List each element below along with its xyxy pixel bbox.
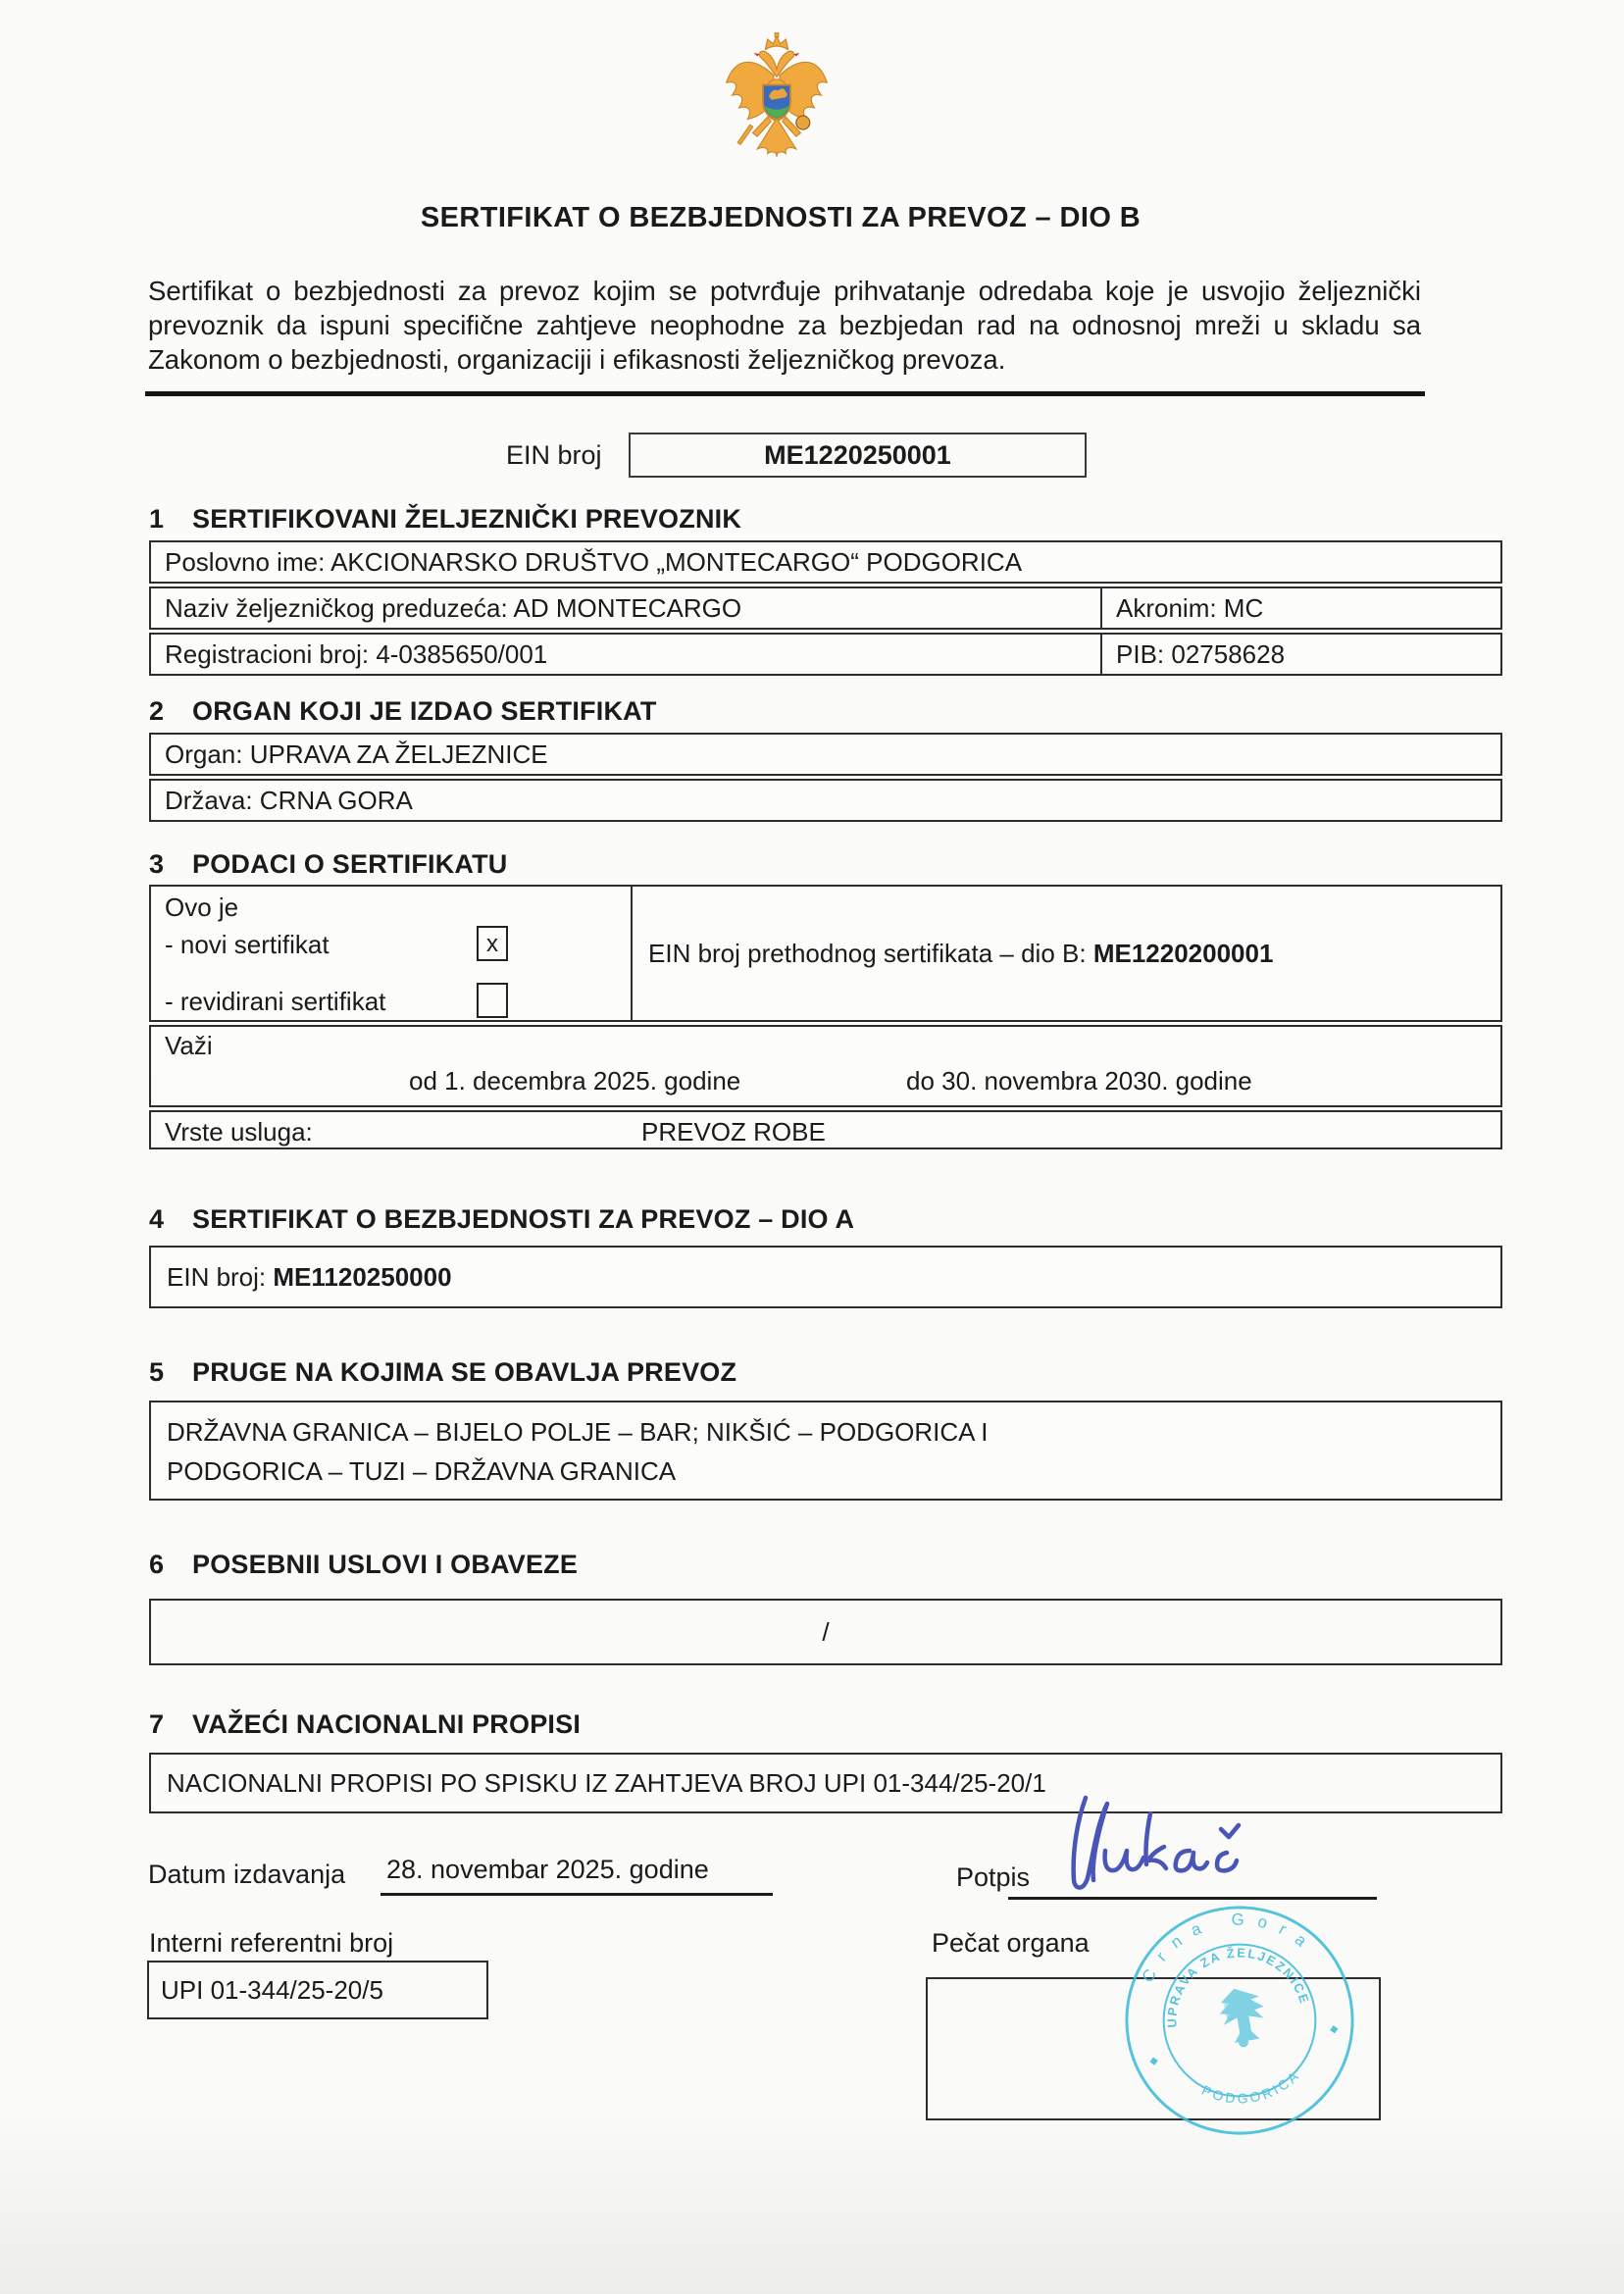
special-conditions-box: / [149, 1599, 1502, 1665]
section1-heading [149, 504, 741, 535]
section2-table [149, 733, 1502, 822]
section7-heading [149, 1709, 581, 1740]
page-title: SERTIFIKAT O BEZBJEDNOSTI ZA PREVOZ – DIO B [420, 202, 1142, 233]
country-cell: Država: CRNA GORA [149, 779, 1502, 822]
company-name-cell: Naziv željezničkog preduzeća: AD MONTECARGO [165, 593, 742, 623]
seal-label: Pečat organa [932, 1928, 1090, 1958]
acronym-cell: Akronim: MC [1100, 588, 1500, 628]
authority-stamp [1118, 1899, 1361, 2142]
section7-number: 7 [149, 1709, 165, 1739]
section6-number: 6 [149, 1550, 165, 1579]
section5-number: 5 [149, 1357, 165, 1387]
section4-number: 4 [149, 1204, 165, 1234]
revised-certificate-label: - revidirani sertifikat [165, 987, 386, 1016]
certificate-type-row [149, 885, 1502, 1022]
validity-row [149, 1025, 1502, 1107]
railway-lines-line1: DRŽAVNA GRANICA – BIJELO POLJE – BAR; NIKŠIĆ – PODGORICA I [167, 1417, 989, 1447]
divider-rule [145, 391, 1425, 396]
service-type-value: PREVOZ ROBE [641, 1117, 826, 1147]
validity-label: Važi [165, 1031, 213, 1060]
internal-ref-box: UPI 01-344/25-20/5 [147, 1961, 488, 2019]
section5-heading [149, 1357, 736, 1388]
previous-ein-cell [631, 887, 1500, 1020]
stamp-inner-text: UPRAVA ZA ŽELJEZNICE [1164, 1945, 1313, 2028]
section3-heading [149, 849, 508, 880]
railway-lines-line2: PODGORICA – TUZI – DRŽAVNA GRANICA [167, 1456, 677, 1486]
part-a-ein-box [149, 1246, 1502, 1308]
section1-table [149, 540, 1502, 676]
section2-title: ORGAN KOJI JE IZDAO SERTIFIKAT [192, 696, 657, 726]
valid-to: do 30. novembra 2030. godine [906, 1066, 1252, 1096]
previous-ein-value: ME1220200001 [1092, 938, 1274, 968]
service-type-row [149, 1110, 1502, 1149]
section6-heading [149, 1550, 578, 1580]
authority-cell: Organ: UPRAVA ZA ŽELJEZNICE [149, 733, 1502, 776]
section1-number: 1 [149, 504, 165, 534]
montenegro-coat-of-arms-icon [708, 32, 845, 164]
section7-title: VAŽEĆI NACIONALNI PROPISI [192, 1709, 582, 1739]
signature-label: Potpis [956, 1862, 1031, 1892]
table-row [149, 633, 1502, 676]
part-a-ein-value: ME1120250000 [273, 1262, 452, 1292]
ein-value-box: ME1220250001 [629, 433, 1087, 478]
section4-title: SERTIFIKAT O BEZBJEDNOSTI ZA PREVOZ – DIO A [192, 1204, 855, 1234]
section6-title: POSEBNII USLOVI I OBAVEZE [192, 1550, 579, 1579]
section3-table [149, 885, 1502, 1149]
registration-number-cell: Registracioni broj: 4-0385650/001 [165, 639, 548, 669]
section5-title: PRUGE NA KOJIMA SE OBAVLJA PREVOZ [192, 1357, 737, 1387]
national-rules-box: NACIONALNI PROPISI PO SPISKU IZ ZAHTJEVA BROJ UPI 01-344/25-20/1 [149, 1753, 1502, 1813]
ovo-je-label: Ovo je [165, 892, 239, 922]
revised-certificate-checkbox [477, 983, 508, 1018]
ein-label: EIN broj [506, 440, 602, 470]
part-a-ein-label: EIN broj: [167, 1262, 267, 1292]
stamp-ring-text: Crna Gora [1138, 1910, 1320, 1986]
pib-cell: PIB: 02758628 [1100, 635, 1500, 674]
railway-lines-box [149, 1401, 1502, 1501]
table-row [149, 586, 1502, 630]
section2-heading [149, 696, 657, 727]
internal-ref-label: Interni referentni broj [149, 1928, 394, 1958]
stamp-emblem-icon [1216, 1984, 1270, 2051]
table-row: Poslovno ime: AKCIONARSKO DRUŠTVO „MONTECARGO“ PODGORICA [149, 540, 1502, 584]
issue-date-underline [381, 1893, 773, 1896]
section4-heading [149, 1204, 854, 1235]
issue-date-label: Datum izdavanja [148, 1860, 346, 1889]
stamp-bottom-text: PODGORICA [1199, 2066, 1303, 2107]
new-certificate-label: - novi sertifikat [165, 930, 330, 959]
intro-paragraph: Sertifikat o bezbjednosti za prevoz kojim se potvrđuje prihvatanje odredaba koje je usvojio željeznički prevoznik da ispuni specifične zahtjeve neophodne za bezbjedan rad na odnosnoj mreži u skladu sa Zakonom o bezbjednosti, organizaciji i efikasnosti željezničkog prevoza. [148, 276, 1421, 375]
service-type-label: Vrste usluga: [165, 1117, 313, 1147]
section3-title: PODACI O SERTIFIKATU [192, 849, 508, 879]
handwritten-signature [1035, 1790, 1270, 1903]
svg-text:PODGORICA [1197, 2065, 1306, 2115]
certificate-type-cell [151, 887, 631, 1020]
section3-number: 3 [149, 849, 165, 879]
section2-number: 2 [149, 696, 165, 726]
section1-title: SERTIFIKOVANI ŽELJEZNIČKI PREVOZNIK [192, 504, 742, 534]
new-certificate-checkbox: x [477, 926, 508, 961]
previous-ein-label: EIN broj prethodnog sertifikata – dio B: [648, 938, 1087, 968]
issue-date-value: 28. novembar 2025. godine [386, 1855, 709, 1884]
valid-from: od 1. decembra 2025. godine [409, 1066, 741, 1096]
